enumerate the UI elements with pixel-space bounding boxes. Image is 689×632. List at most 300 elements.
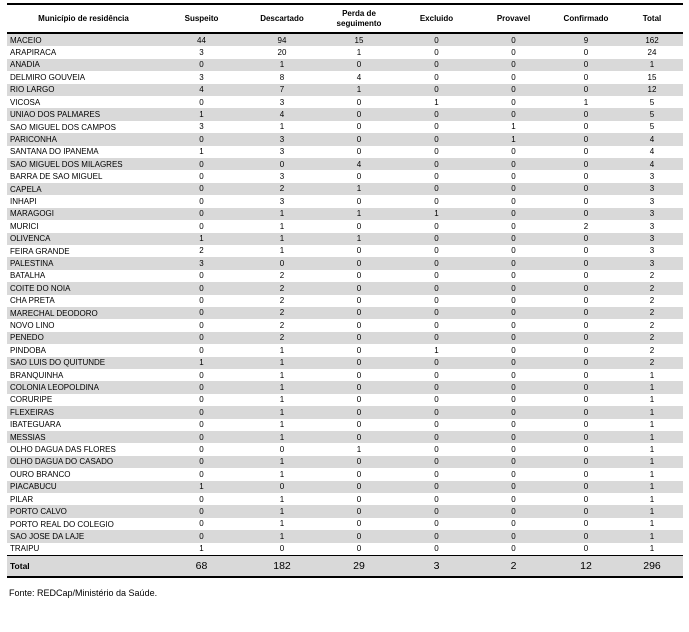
value-cell: 0 (279, 444, 285, 454)
value-cell: 2 (649, 271, 655, 281)
value-cell: 0 (434, 420, 439, 430)
value-cell: 0 (583, 469, 589, 479)
table-row (7, 406, 683, 418)
municipality-name: PORTO REAL DO COLEGIO (10, 519, 114, 529)
table-row (7, 481, 683, 493)
value-cell: 1 (434, 209, 439, 219)
value-cell: 1 (199, 358, 204, 368)
value-cell: 0 (199, 457, 204, 467)
value-cell: 3 (199, 72, 204, 82)
value-cell: 0 (583, 519, 589, 529)
value-cell: 0 (583, 47, 589, 57)
municipality-cell (7, 245, 160, 257)
total-descartado-cell: 182 (243, 556, 321, 578)
value-cell: 0 (434, 47, 439, 57)
municipality-cell (7, 493, 160, 505)
table-row (7, 71, 683, 83)
municipality-cell (7, 456, 160, 468)
table-row (7, 233, 683, 245)
municipality-cell (7, 319, 160, 331)
value-cell: 0 (511, 358, 516, 368)
value-cell: 0 (356, 531, 362, 541)
municipality-name: MARECHAL DEODORO (10, 308, 98, 318)
value-cell: 0 (434, 109, 439, 119)
value-cell: 3 (649, 246, 655, 256)
value-cell: 24 (647, 47, 657, 57)
value-cell: 1 (279, 531, 285, 541)
value-cell: 0 (434, 544, 439, 554)
value-cell: 0 (199, 97, 204, 107)
total-row (7, 556, 683, 578)
municipality-name: CORURIPE (10, 395, 53, 405)
value-cell: 1 (199, 109, 204, 119)
value-cell: 0 (434, 407, 439, 417)
value-cell: 9 (583, 35, 589, 45)
value-cell: 0 (583, 172, 589, 182)
municipality-name: OLIVENCA (10, 234, 51, 244)
table-row (7, 443, 683, 455)
municipality-cell (7, 468, 160, 480)
value-cell: 0 (511, 97, 516, 107)
value-cell: 1 (279, 358, 285, 368)
municipality-name: SAO JOSE DA LAJE (10, 531, 85, 541)
value-cell: 0 (434, 358, 439, 368)
value-cell: 0 (356, 469, 362, 479)
value-cell: 0 (199, 172, 204, 182)
value-cell: 2 (279, 283, 285, 293)
value-cell: 0 (199, 296, 204, 306)
value-cell: 0 (356, 246, 362, 256)
table-row (7, 257, 683, 269)
column-header-perda-de-seguimento: Perda de seguimento (321, 4, 397, 33)
value-cell: 1 (649, 395, 655, 405)
municipality-name: MACEIO (10, 35, 42, 45)
value-cell: 1 (649, 382, 655, 392)
value-cell: 3 (199, 47, 204, 57)
value-cell: 0 (434, 234, 439, 244)
municipality-name: MESSIAS (10, 432, 46, 442)
table-row (7, 270, 683, 282)
value-cell: 0 (279, 258, 285, 268)
value-cell: 2 (199, 246, 204, 256)
municipality-cell (7, 183, 160, 195)
value-cell: 0 (356, 370, 362, 380)
value-cell: 0 (434, 72, 439, 82)
value-cell: 0 (434, 531, 439, 541)
value-cell: 0 (434, 482, 439, 492)
municipality-cell (7, 357, 160, 369)
value-cell: 0 (511, 283, 516, 293)
value-cell: 1 (649, 494, 655, 504)
municipality-cell (7, 108, 160, 120)
value-cell: 0 (356, 122, 362, 132)
municipality-name: PILAR (10, 494, 34, 504)
table-row (7, 158, 683, 170)
municipality-cell (7, 295, 160, 307)
table-row (7, 59, 683, 71)
value-cell: 0 (356, 147, 362, 157)
total-suspeito-cell: 68 (160, 556, 243, 578)
value-cell: 1 (356, 47, 362, 57)
value-cell: 0 (356, 333, 362, 343)
value-cell: 0 (583, 320, 589, 330)
municipality-name: CHA PRETA (10, 296, 55, 306)
value-cell: 1 (199, 544, 204, 554)
value-cell: 0 (434, 296, 439, 306)
value-cell: 0 (583, 432, 589, 442)
value-cell: 0 (199, 221, 204, 231)
municipality-cell (7, 96, 160, 108)
value-cell: 3 (279, 196, 285, 206)
value-cell: 1 (199, 234, 204, 244)
value-cell: 1 (199, 147, 204, 157)
value-cell: 0 (356, 296, 362, 306)
value-cell: 0 (583, 345, 589, 355)
value-cell: 0 (199, 469, 204, 479)
municipality-name: NOVO LINO (10, 321, 55, 331)
table-row (7, 96, 683, 108)
value-cell: 0 (279, 544, 285, 554)
source-note: Fonte: REDCap/Ministério da Saúde. (9, 588, 158, 599)
value-cell: 0 (434, 283, 439, 293)
value-cell: 0 (583, 296, 589, 306)
table-row (7, 394, 683, 406)
value-cell: 0 (199, 196, 204, 206)
value-cell: 0 (199, 134, 204, 144)
value-cell: 2 (649, 308, 655, 318)
table-row (7, 543, 683, 556)
value-cell: 1 (279, 407, 285, 417)
value-cell: 7 (279, 85, 285, 95)
column-header-excluido: Excluido (397, 4, 476, 33)
table-row (7, 505, 683, 517)
value-cell: 0 (434, 271, 439, 281)
value-cell: 1 (279, 370, 285, 380)
value-cell: 0 (434, 444, 439, 454)
value-cell: 0 (511, 544, 516, 554)
table-row (7, 282, 683, 294)
value-cell: 0 (434, 320, 439, 330)
value-cell: 1 (279, 494, 285, 504)
value-cell: 0 (279, 159, 285, 169)
value-cell: 1 (279, 506, 285, 516)
value-cell: 2 (279, 333, 285, 343)
municipality-cell (7, 505, 160, 517)
municipality-cell (7, 121, 160, 133)
value-cell: 1 (649, 432, 655, 442)
value-cell: 0 (511, 271, 516, 281)
value-cell: 3 (649, 234, 655, 244)
value-cell: 0 (511, 469, 516, 479)
value-cell: 1 (356, 85, 362, 95)
municipality-cell (7, 220, 160, 232)
value-cell: 0 (434, 35, 439, 45)
value-cell: 1 (279, 432, 285, 442)
value-cell: 0 (434, 85, 439, 95)
value-cell: 0 (356, 320, 362, 330)
value-cell: 0 (434, 395, 439, 405)
value-cell: 0 (356, 345, 362, 355)
column-header-descartado: Descartado (243, 4, 321, 33)
municipality-name: COLONIA LEOPOLDINA (10, 383, 99, 393)
table-row (7, 468, 683, 480)
value-cell: 2 (649, 283, 655, 293)
value-cell: 0 (583, 382, 589, 392)
value-cell: 0 (511, 457, 516, 467)
table-row (7, 133, 683, 145)
value-cell: 0 (511, 234, 516, 244)
total-geral-cell: 296 (621, 556, 683, 578)
value-cell: 0 (583, 444, 589, 454)
municipality-cell (7, 481, 160, 493)
table-row (7, 146, 683, 158)
value-cell: 0 (583, 184, 589, 194)
value-cell: 0 (583, 370, 589, 380)
table-row (7, 84, 683, 96)
value-cell: 0 (583, 271, 589, 281)
value-cell: 0 (199, 184, 204, 194)
value-cell: 4 (356, 72, 362, 82)
table-row (7, 295, 683, 307)
value-cell: 0 (511, 444, 516, 454)
value-cell: 1 (649, 482, 655, 492)
value-cell: 0 (434, 519, 439, 529)
value-cell: 0 (434, 147, 439, 157)
value-cell: 0 (356, 395, 362, 405)
municipality-cell (7, 133, 160, 145)
value-cell: 0 (583, 531, 589, 541)
value-cell: 15 (354, 35, 364, 45)
municipality-name: BATALHA (10, 271, 46, 281)
value-cell: 1 (434, 345, 439, 355)
table-header (7, 4, 683, 33)
table-body (7, 33, 683, 556)
value-cell: 5 (649, 122, 655, 132)
value-cell: 0 (511, 382, 516, 392)
value-cell: 0 (583, 333, 589, 343)
municipality-cell (7, 208, 160, 220)
value-cell: 0 (356, 506, 362, 516)
value-cell: 1 (356, 209, 362, 219)
municipality-name: OLHO DAGUA DO CASADO (10, 457, 114, 467)
value-cell: 0 (356, 457, 362, 467)
value-cell: 0 (511, 246, 516, 256)
municipality-cell (7, 170, 160, 182)
value-cell: 0 (199, 271, 204, 281)
value-cell: 1 (434, 97, 439, 107)
value-cell: 1 (356, 184, 362, 194)
value-cell: 0 (511, 395, 516, 405)
municipality-name: SANTANA DO IPANEMA (10, 147, 99, 157)
value-cell: 0 (199, 407, 204, 417)
value-cell: 4 (649, 147, 655, 157)
value-cell: 0 (511, 35, 516, 45)
value-cell: 2 (279, 320, 285, 330)
value-cell: 0 (511, 221, 516, 231)
value-cell: 0 (511, 172, 516, 182)
value-cell: 162 (645, 35, 659, 45)
value-cell: 5 (649, 109, 655, 119)
value-cell: 0 (199, 444, 204, 454)
column-header-suspeito: Suspeito (160, 4, 243, 33)
value-cell: 12 (647, 85, 657, 95)
value-cell: 3 (279, 134, 285, 144)
value-cell: 0 (434, 469, 439, 479)
value-cell: 1 (649, 506, 655, 516)
total-perda-cell: 29 (321, 556, 397, 578)
value-cell: 3 (649, 209, 655, 219)
value-cell: 0 (356, 97, 362, 107)
municipality-cell (7, 46, 160, 58)
table-row (7, 344, 683, 356)
column-header-confirmado: Confirmado (551, 4, 621, 33)
value-cell: 0 (511, 333, 516, 343)
value-cell: 3 (279, 147, 285, 157)
value-cell: 0 (511, 85, 516, 95)
value-cell: 0 (199, 320, 204, 330)
municipality-name: MARAGOGI (10, 209, 55, 219)
municipality-name: IBATEGUARA (10, 420, 61, 430)
municipality-name: SAO LUIS DO QUITUNDE (10, 358, 106, 368)
value-cell: 2 (649, 296, 655, 306)
value-cell: 2 (649, 358, 655, 368)
value-cell: 0 (356, 544, 362, 554)
municipality-name: DELMIRO GOUVEIA (10, 72, 86, 82)
value-cell: 0 (356, 109, 362, 119)
value-cell: 0 (511, 345, 516, 355)
value-cell: 0 (511, 482, 516, 492)
value-cell: 0 (511, 308, 516, 318)
table-row (7, 170, 683, 182)
table-row (7, 245, 683, 257)
value-cell: 0 (583, 506, 589, 516)
municipality-name: OLHO DAGUA DAS FLORES (10, 445, 116, 455)
value-cell: 94 (277, 35, 287, 45)
value-cell: 5 (649, 97, 655, 107)
municipality-name: RIO LARGO (10, 85, 55, 95)
municipality-cell (7, 158, 160, 170)
value-cell: 1 (649, 469, 655, 479)
value-cell: 1 (649, 420, 655, 430)
value-cell: 1 (279, 469, 285, 479)
value-cell: 0 (434, 246, 439, 256)
value-cell: 0 (356, 494, 362, 504)
value-cell: 1 (583, 97, 589, 107)
value-cell: 4 (279, 109, 285, 119)
value-cell: 1 (279, 221, 285, 231)
value-cell: 0 (511, 296, 516, 306)
value-cell: 0 (356, 283, 362, 293)
municipality-name: ANADIA (10, 60, 40, 70)
municipality-name: PENEDO (10, 333, 44, 343)
value-cell: 0 (583, 85, 589, 95)
table-row (7, 183, 683, 195)
value-cell: 0 (583, 283, 589, 293)
value-cell: 1 (649, 444, 655, 454)
value-cell: 0 (356, 134, 362, 144)
value-cell: 0 (583, 196, 589, 206)
total-excluido-cell: 3 (397, 556, 476, 578)
municipality-name: PINDOBA (10, 345, 47, 355)
municipality-name: OURO BRANCO (10, 469, 71, 479)
municipality-cell (7, 146, 160, 158)
municipality-name: INHAPI (10, 196, 37, 206)
value-cell: 1 (279, 234, 285, 244)
municipality-name: ARAPIRACA (10, 48, 57, 58)
value-cell: 0 (511, 320, 516, 330)
value-cell: 0 (583, 246, 589, 256)
value-cell: 0 (511, 370, 516, 380)
municipality-cell (7, 419, 160, 431)
value-cell: 3 (649, 258, 655, 268)
value-cell: 0 (434, 370, 439, 380)
table-row (7, 33, 683, 46)
table-row (7, 195, 683, 207)
value-cell: 3 (649, 221, 655, 231)
value-cell: 2 (583, 221, 589, 231)
municipality-cell (7, 33, 160, 46)
value-cell: 2 (649, 345, 655, 355)
value-cell: 2 (279, 296, 285, 306)
municipality-cell (7, 344, 160, 356)
table-row (7, 108, 683, 120)
municipality-name: VICOSA (10, 97, 41, 107)
value-cell: 1 (279, 122, 285, 132)
value-cell: 0 (583, 159, 589, 169)
value-cell: 0 (434, 184, 439, 194)
municipality-cell (7, 71, 160, 83)
table-row (7, 493, 683, 505)
municipality-name: BARRA DE SAO MIGUEL (10, 172, 103, 182)
municipality-name: FEIRA GRANDE (10, 246, 70, 256)
value-cell: 1 (649, 60, 655, 70)
value-cell: 0 (583, 494, 589, 504)
value-cell: 4 (199, 85, 204, 95)
value-cell: 1 (279, 382, 285, 392)
value-cell: 0 (583, 358, 589, 368)
value-cell: 0 (434, 494, 439, 504)
value-cell: 1 (511, 122, 516, 132)
column-header-provavel: Provavel (476, 4, 551, 33)
municipality-name: PORTO CALVO (10, 507, 67, 517)
value-cell: 0 (511, 147, 516, 157)
municipality-cell (7, 369, 160, 381)
value-cell: 44 (197, 35, 206, 45)
value-cell: 0 (356, 432, 362, 442)
municipality-cell (7, 543, 160, 556)
value-cell: 0 (583, 457, 589, 467)
value-cell: 0 (583, 122, 589, 132)
value-cell: 0 (434, 134, 439, 144)
table-row (7, 332, 683, 344)
table-row (7, 530, 683, 542)
table-row (7, 381, 683, 393)
municipality-cell (7, 59, 160, 71)
municipality-name: PARICONHA (10, 134, 57, 144)
column-header-municipio-de-residencia: Município de residência (7, 4, 160, 33)
value-cell: 0 (511, 184, 516, 194)
value-cell: 1 (279, 395, 285, 405)
value-cell: 0 (511, 432, 516, 442)
value-cell: 0 (583, 544, 589, 554)
value-cell: 1 (279, 420, 285, 430)
value-cell: 0 (199, 209, 204, 219)
municipality-cell (7, 332, 160, 344)
value-cell: 0 (356, 60, 362, 70)
total-provavel-cell: 2 (476, 556, 551, 578)
value-cell: 0 (511, 196, 516, 206)
value-cell: 1 (279, 345, 285, 355)
